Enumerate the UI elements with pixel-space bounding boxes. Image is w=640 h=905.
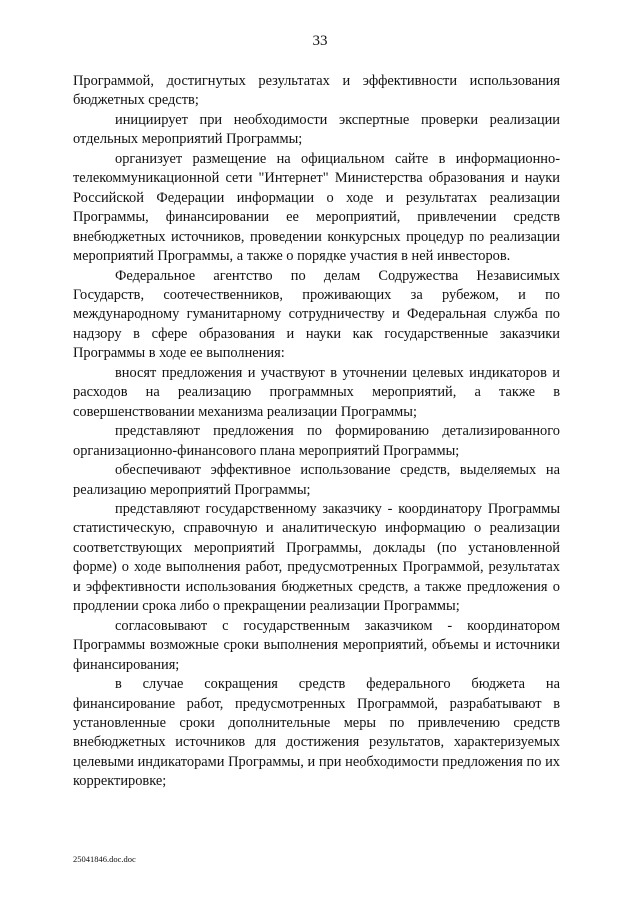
footer-filename: 25041846.doc.doc (73, 854, 136, 864)
document-body (73, 72, 560, 792)
paragraph: согласовывают с государственным заказчиком - координатором Программы возможные сроки выполнения мероприятий, объемы и источники финансирования; (73, 617, 560, 673)
paragraph: представляют государственному заказчику - координатору Программы статистическую, справочную и аналитическую информацию о реализации соответствующих мероприятий Программы, доклады (по установленной форме) о ходе выполнения работ, предусмотренных Программой, результатах и эффективности использования бюджетных средств, а также предложения о продлении срока либо о прекращении реализации Программы; (73, 500, 560, 615)
paragraph: в случае сокращения средств федерального бюджета на финансирование работ, предусмотренных Программой, разрабатывают в установленные сроки дополнительные меры по привлечению средств внебюджетных источников для достижения результатов, характеризуемых целевыми индикаторами Программы, и при необходимости предложения по их корректировке; (73, 676, 560, 790)
paragraph: вносят предложения и участвуют в уточнении целевых индикаторов и расходов на реализацию программных мероприятий, а также в совершенствовании механизма реализации Программы; (73, 364, 560, 420)
page-number: 33 (312, 33, 328, 49)
paragraph: Федеральное агентство по делам Содружества Независимых Государств, соотечественников, проживающих за рубежом, и по международному гуманитарному сотрудничеству и Федеральная служба по надзору в сфере образования и науки как государственные заказчики Программы в ходе ее выполнения: (73, 267, 560, 362)
paragraph: инициирует при необходимости экспертные проверки реализации отдельных мероприятий Программы; (73, 111, 560, 148)
paragraph: обеспечивают эффективное использование средств, выделяемых на реализацию мероприятий Программы; (73, 462, 560, 498)
paragraph: представляют предложения по формированию детализированного организационно-финансового плана мероприятий Программы; (73, 423, 560, 459)
paragraph: организует размещение на официальном сайте в информационно-телекоммуникационной сети "Интернет" Министерства образования и науки Российской Федерации информации о ходе и результатах реализации Программы, финансировании ее мероприятий, привлечении средств внебюджетных источников, проведении конкурсных процедур по реализации мероприятий Программы, а также о порядке участия в ней инвесторов. (73, 150, 560, 265)
paragraph: Программой, достигнутых результатах и эффективности использования бюджетных средств; (73, 73, 560, 109)
